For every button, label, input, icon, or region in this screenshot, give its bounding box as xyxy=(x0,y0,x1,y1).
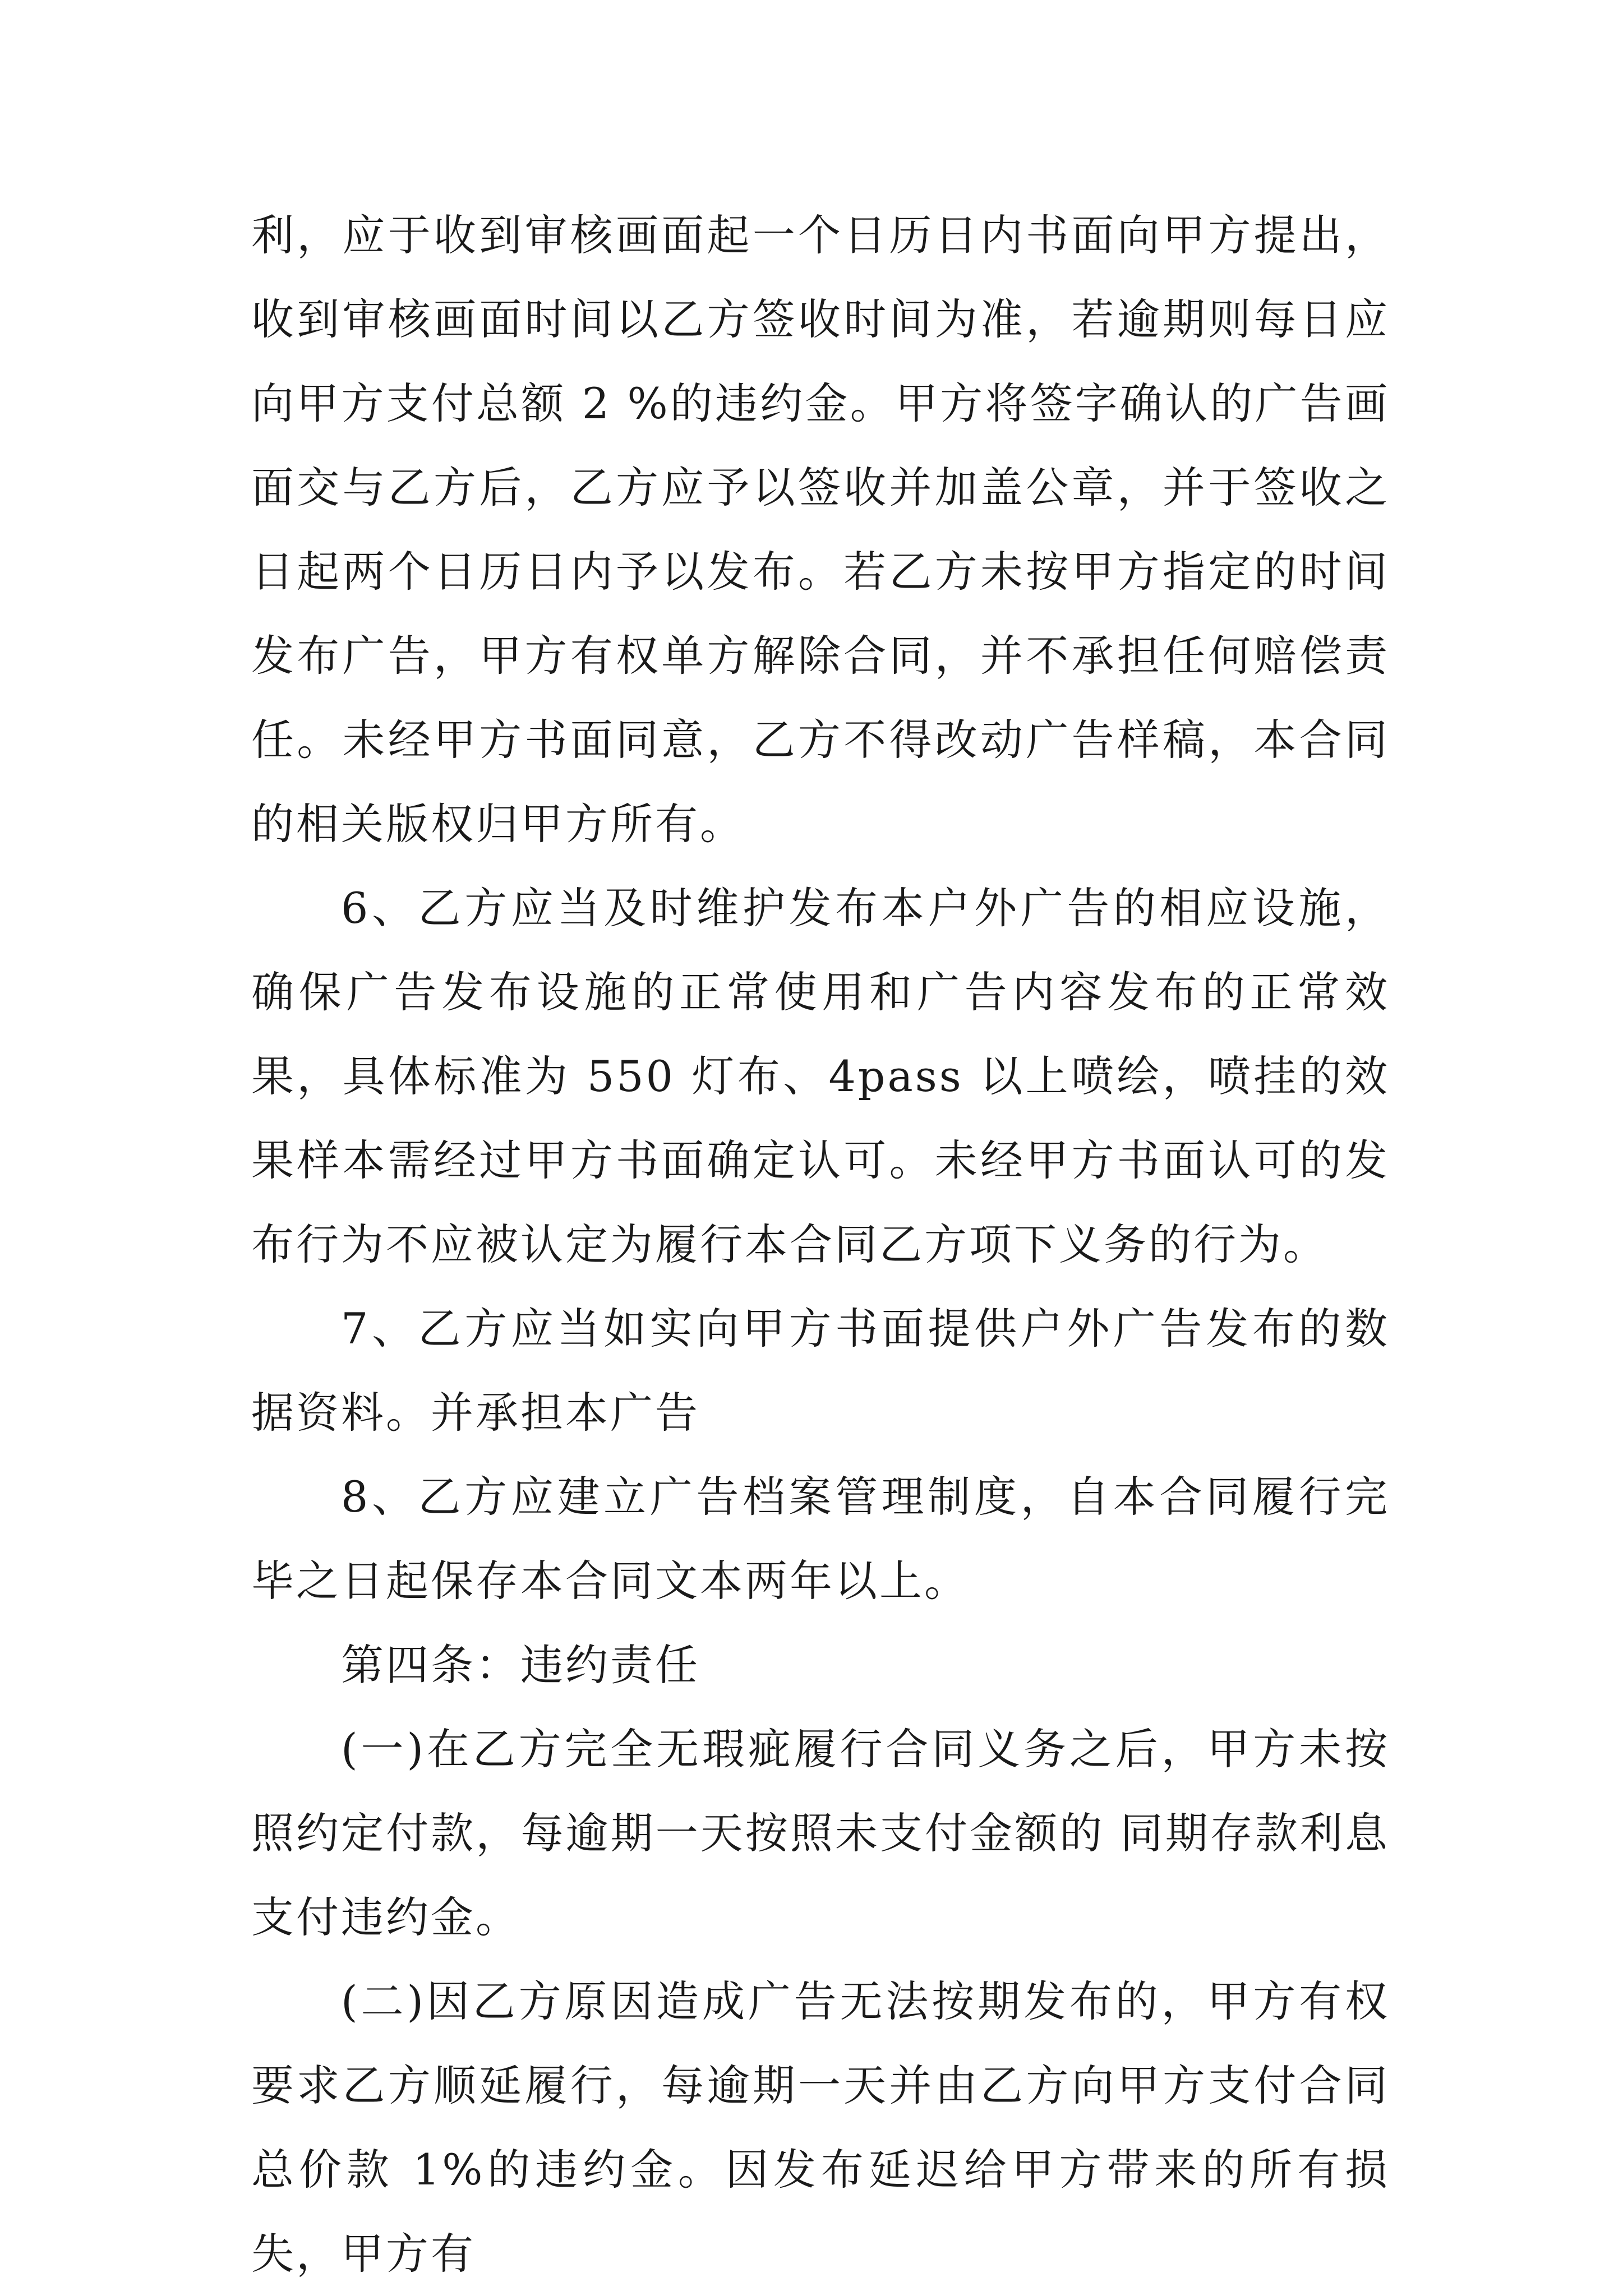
liability-item-2: (二)因乙方原因造成广告无法按期发布的，甲方有权要求乙方顺延履行，每逾期一天并由乙方向甲方支付合同总价款 1%的违约金。因发布延迟给甲方带来的所有损失，甲方有 xyxy=(251,1976,1390,2279)
section-heading-article-4: 第四条：违约责任 xyxy=(341,1640,700,1690)
liability-item-1: (一)在乙方完全无瑕疵履行合同义务之后，甲方未按照约定付款，每逾期一天按照未支付金额的 同期存款利息支付违约金。 xyxy=(251,1724,1390,1942)
clause-8: 8、乙方应建立广告档案管理制度，自本合同履行完毕之日起保存本合同文本两年以上。 xyxy=(251,1472,1390,1606)
document-body xyxy=(251,193,1390,2296)
paragraph-continuation: 利，应于收到审核画面起一个日历日内书面向甲方提出，收到审核画面时间以乙方签收时间为准，若逾期则每日应向甲方支付总额 2 %的违约金。甲方将签字确认的广告画面交与乙方后，乙方应予以签收并加盖公章，并于签收之日起两个日历日内予以发布。若乙方未按甲方指定的时间发布广告，甲方有权单方解除合同，并不承担任何赔偿责任。未经甲方书面同意，乙方不得改动广告样稿，本合同的相关版权归甲方所有。 xyxy=(251,210,1390,849)
clause-6: 6、乙方应当及时维护发布本户外广告的相应设施，确保广告发布设施的正常使用和广告内容发布的正常效果，具体标准为 550 灯布、4pass 以上喷绘，喷挂的效果样本需经过甲方书面确定认可。未经甲方书面认可的发布行为不应被认定为履行本合同乙方项下义务的行为。 xyxy=(251,883,1390,1269)
clause-7: 7、乙方应当如实向甲方书面提供户外广告发布的数据资料。并承担本广告 xyxy=(251,1304,1390,1438)
